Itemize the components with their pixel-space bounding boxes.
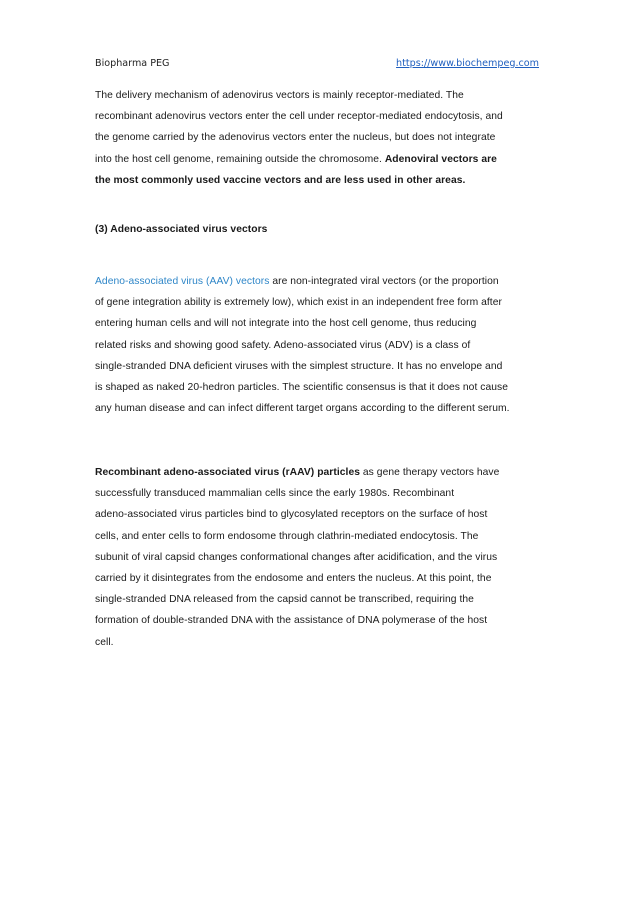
paragraph-line: formation of double-stranded DNA with the assistance of DNA polymerase of the host bbox=[95, 615, 488, 627]
paragraph-line: of gene integration ability is extremely low), which exist in an independent free form after bbox=[95, 297, 502, 309]
paragraph-text: into the host cell genome, remaining outside the chromosome. bbox=[95, 153, 385, 165]
paragraph-line: adeno-associated virus particles bind to glycosylated receptors on the surface of host bbox=[95, 509, 488, 521]
paragraph-line bbox=[95, 271, 547, 292]
paragraph-text: as gene therapy vectors have bbox=[360, 467, 500, 478]
paragraph-adenovirus-delivery bbox=[95, 85, 547, 191]
paragraph-line: is shaped as naked 20-hedron particles. The scientific consensus is that it does not cause bbox=[95, 381, 508, 393]
section-heading-text: (3) Adeno-associated virus vectors bbox=[95, 224, 268, 235]
paragraph-line: cell. bbox=[95, 636, 114, 648]
header-company-name: Biopharma PEG bbox=[95, 58, 170, 69]
paragraph-line: The delivery mechanism of adenovirus vectors is mainly receptor-mediated. The bbox=[95, 90, 464, 101]
paragraph-line bbox=[95, 462, 547, 483]
paragraph-line: carried by it disintegrates from the endosome and enters the nucleus. At this point, the bbox=[95, 572, 492, 584]
paragraph-line: single-stranded DNA released from the capsid cannot be transcribed, requiring the bbox=[95, 594, 474, 606]
paragraph-line bbox=[95, 149, 547, 170]
bold-text: Adenoviral vectors are bbox=[384, 153, 497, 165]
header-website-link[interactable]: https://www.biochempeg.com bbox=[396, 58, 539, 69]
paragraph-text: are non-integrated viral vectors (or the proportion bbox=[269, 276, 499, 287]
paragraph-line: recombinant adenovirus vectors enter the cell under receptor-mediated endocytosis, and bbox=[95, 111, 503, 123]
paragraph-line: the genome carried by the adenovirus vectors enter the nucleus, but does not integrate bbox=[95, 132, 496, 144]
paragraph-aav-vectors bbox=[95, 271, 547, 419]
paragraph-raav-particles bbox=[95, 462, 547, 653]
paragraph-line: successfully transduced mammalian cells since the early 1980s. Recombinant bbox=[95, 488, 455, 500]
paragraph-line-bold: the most commonly used vaccine vectors and are less used in other areas. bbox=[95, 174, 466, 186]
paragraph-line: entering human cells and will not integrate into the host cell genome, thus reducing bbox=[95, 318, 477, 330]
paragraph-line: single-stranded DNA deficient viruses with the simplest structure. It has no envelope and bbox=[95, 360, 503, 372]
bold-text: Recombinant adeno-associated virus (rAAV) particles bbox=[95, 467, 360, 478]
page-header bbox=[95, 58, 539, 76]
paragraph-line: subunit of viral capsid changes conformational changes after acidification, and the virus bbox=[95, 551, 498, 563]
section-heading-aav bbox=[95, 219, 547, 240]
paragraph-line: related risks and showing good safety. Adeno-associated virus (ADV) is a class of bbox=[95, 339, 471, 351]
paragraph-line: cells, and enter cells to form endosome through clathrin-mediated endocytosis. The bbox=[95, 530, 479, 542]
paragraph-line: any human disease and can infect different target organs according to the different serum. bbox=[95, 403, 510, 415]
aav-vectors-link[interactable]: Adeno-associated virus (AAV) vectors bbox=[95, 276, 270, 287]
